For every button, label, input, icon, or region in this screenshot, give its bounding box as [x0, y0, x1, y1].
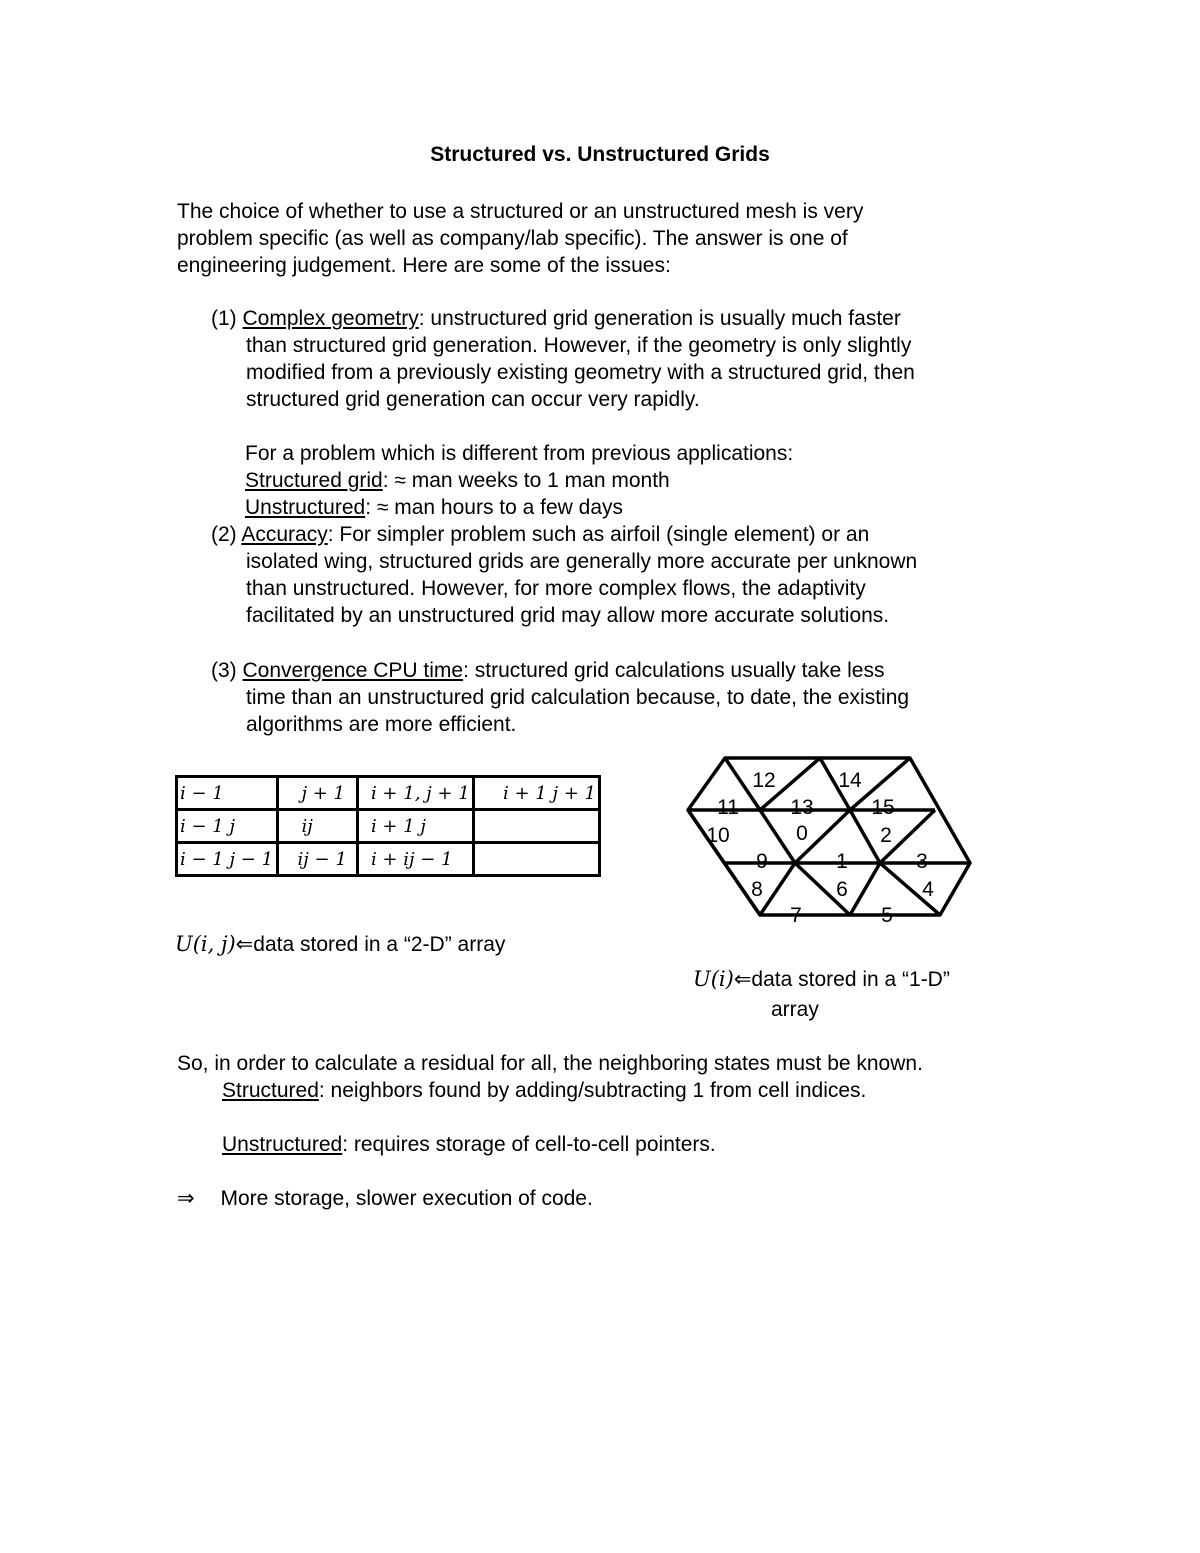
caption-2d-array — [175, 931, 505, 958]
item-text: structured grid generation can occur very rapidly. — [246, 388, 700, 411]
table-cell: i − 1 j — [177, 810, 278, 843]
caption-text: data stored in a “1-D” — [751, 968, 950, 991]
item-text: : For simpler problem such as airfoil (single element) or an — [327, 523, 870, 546]
item-text: than unstructured. However, for more complex flows, the adaptivity — [246, 577, 866, 600]
item-heading: Complex geometry — [242, 307, 419, 330]
left-arrow-icon: ⇐ — [733, 968, 752, 991]
caption-text: data stored in a “2-D” array — [253, 933, 506, 956]
table-cell — [473, 843, 599, 876]
mesh-labels — [706, 769, 934, 925]
unstructured-mesh-diagram — [680, 750, 980, 925]
cell-label: 7 — [790, 904, 802, 925]
table-cell: i − 1 j − 1 — [177, 843, 278, 876]
structured-grid-time: : ≈ man weeks to 1 man month — [382, 469, 670, 492]
item-text: : structured grid calculations usually take less — [463, 659, 885, 682]
cell-label: 0 — [796, 822, 808, 845]
cell-label: 1 — [836, 850, 848, 873]
item-text: time than an unstructured grid calculation because, to date, the existing — [246, 686, 910, 709]
item-text: facilitated by an unstructured grid may allow more accurate solutions. — [246, 604, 890, 627]
caption-1d-array — [693, 966, 950, 1023]
structured-neighbors — [222, 1077, 866, 1104]
item-number: (3) — [211, 659, 237, 682]
math-expression: U(i) — [693, 967, 734, 991]
table-cell: i + 1 j — [357, 810, 473, 843]
cell-label: 14 — [838, 769, 862, 792]
problem-intro: For a problem which is different from previous applications: — [245, 442, 794, 465]
table-cell: i + ij − 1 — [357, 843, 473, 876]
table-cell — [473, 810, 599, 843]
mesh-edge — [850, 863, 880, 915]
cell-label: 11 — [717, 796, 739, 819]
item-text: algorithms are more efficient. — [246, 713, 517, 736]
unstructured-label: Unstructured — [222, 1133, 343, 1156]
unstructured-label: Unstructured — [245, 496, 366, 519]
cell-label: 4 — [922, 878, 934, 901]
table-cell: i + 1 j + 1 — [473, 777, 599, 810]
structured-text: : neighbors found by adding/subtracting 1 from cell indices. — [318, 1079, 867, 1102]
cell-label: 5 — [881, 904, 893, 925]
table-cell: ij − 1 — [278, 843, 358, 876]
item-2 — [211, 521, 917, 629]
conclusion — [177, 1185, 593, 1212]
caption-text: array — [771, 998, 819, 1021]
cell-label: 10 — [706, 824, 730, 847]
cell-label: 12 — [752, 769, 776, 792]
cell-label: 15 — [871, 796, 895, 819]
closing-line: So, in order to calculate a residual for all, the neighboring states must be known. — [177, 1052, 923, 1075]
item-text: : unstructured grid generation is usually much faster — [418, 307, 901, 330]
left-arrow-icon: ⇐ — [235, 933, 254, 956]
structured-grid-table — [175, 775, 601, 877]
structured-label: Structured — [222, 1079, 319, 1102]
item-text: modified from a previously existing geometry with a structured grid, then — [246, 361, 915, 384]
table-cell: j + 1 — [278, 777, 358, 810]
intro-paragraph — [177, 198, 863, 279]
table-cell: i − 1 — [177, 777, 278, 810]
cell-label: 8 — [751, 878, 763, 901]
table-cell: ij — [278, 810, 358, 843]
cell-label: 13 — [790, 796, 814, 819]
math-expression: U(i, j) — [175, 932, 236, 956]
table-row — [177, 843, 600, 876]
intro-line: problem specific (as well as company/lab specific). The answer is one of — [177, 227, 848, 250]
item-number: (2) — [211, 523, 237, 546]
item-text: than structured grid generation. However, if the geometry is only slightly — [246, 334, 912, 357]
table-cell: i + 1, j + 1 — [357, 777, 473, 810]
structured-grid-label: Structured grid — [245, 469, 383, 492]
cell-label: 9 — [756, 850, 768, 873]
table-row — [177, 777, 600, 810]
unstructured-time: : ≈ man hours to a few days — [365, 496, 624, 519]
cell-label: 6 — [836, 878, 848, 901]
item-heading: Convergence CPU time — [242, 659, 464, 682]
intro-line: engineering judgement. Here are some of the issues: — [177, 254, 671, 277]
table-row — [177, 810, 600, 843]
problem-comparison — [245, 440, 793, 521]
unstructured-neighbors — [222, 1131, 716, 1158]
intro-line: The choice of whether to use a structured or an unstructured mesh is very — [177, 200, 864, 223]
conclusion-text: More storage, slower execution of code. — [220, 1187, 593, 1210]
unstructured-text: : requires storage of cell-to-cell pointers. — [342, 1133, 716, 1156]
implies-arrow-icon: ⇒ — [177, 1187, 195, 1210]
cell-label: 2 — [880, 824, 892, 847]
item-heading: Accuracy — [241, 523, 328, 546]
page-title: Structured vs. Unstructured Grids — [430, 143, 770, 166]
item-3 — [211, 657, 909, 738]
item-1 — [211, 305, 915, 413]
item-number: (1) — [211, 307, 237, 330]
cell-label: 3 — [916, 850, 928, 873]
item-text: isolated wing, structured grids are generally more accurate per unknown — [246, 550, 918, 573]
